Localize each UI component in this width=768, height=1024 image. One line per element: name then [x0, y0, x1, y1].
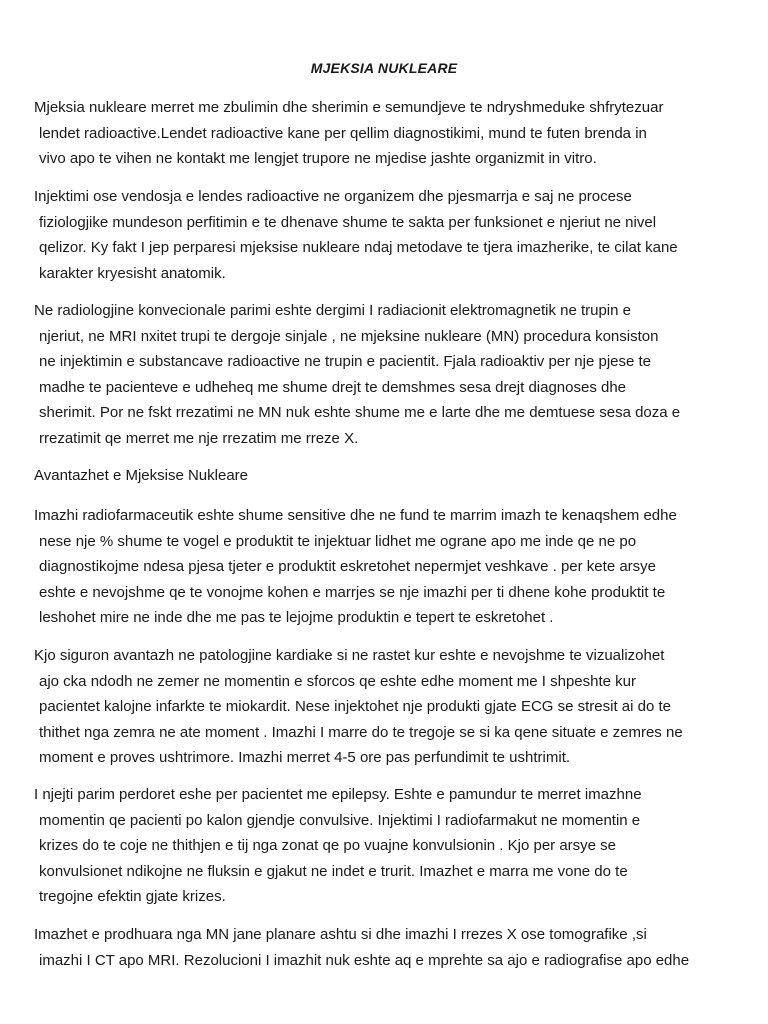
section-heading-advantages	[34, 463, 746, 489]
text-line: Kjo siguron avantazh ne patologjine kardiake si ne rastet kur eshte e nevojshme te vizualizohet	[34, 647, 665, 664]
text-line: njeriut, ne MRI nxitet trupi te dergoje sinjale , ne mjeksine nukleare (MN) procedura konsiston	[39, 327, 659, 345]
text-line: momentin qe pacienti po kalon gjendje convulsive. Injektimi I radiofarmakut ne momentin e	[39, 811, 641, 829]
text-line: rrezatimit qe merret me nje rrezatim me rreze X.	[39, 429, 359, 447]
text-line: Imazhet e prodhuara nga MN jane planare ashtu si dhe imazhi I rrezes X ose tomografike ,si	[34, 926, 647, 943]
text-line: krizes do te coje ne thithjen e tij nga zonat qe po vuajne konvulsionin . Kjo per arsye se	[39, 837, 617, 854]
text-line: Imazhi radiofarmaceutik eshte shume sensitive dhe ne fund te marrim imazh te kenaqshem edhe	[34, 507, 677, 524]
text-line: eshte e nevojshme qe te vonojme kohen e marrjes se nje imazhi per ti dhene kohe produktit te	[39, 583, 666, 601]
text-line: moment e proves ushtrimore. Imazhi merret 4-5 ore pas perfundimit te ushtrimit.	[39, 749, 571, 766]
text-line: tregojne efektin gjate krizes.	[39, 888, 226, 905]
text-line: thithet nga zemra ne ate moment . Imazhi I marre do te tregoje se si ka qene situate e zemres ne	[39, 723, 683, 741]
text-line: nese nje % shume te vogel e produktit te injektuar lidhet me ograne apo me inde qe ne po	[39, 532, 637, 550]
text-line: konvulsionet ndikojne ne fluksin e gjakut ne indet e trurit. Imazhet e marra me vone do te	[39, 862, 628, 880]
paragraph-imaging	[34, 922, 746, 973]
text-line: pacientet kalojne infarkte te miokardit. Nese injektohet nje produkti gjate ECG se stresit ai do te	[39, 698, 671, 715]
text-line: karakter kryesisht anatomik.	[39, 264, 226, 282]
paragraph-intro	[34, 95, 746, 172]
text-line: Injektimi ose vendosja e lendes radioactive ne organizem dhe pjesmarrja e saj ne procese	[34, 188, 632, 205]
text-line: Mjeksia nukleare merret me zbulimin dhe sherimin e semundjeve te ndryshmeduke shfrytezuar	[34, 99, 664, 116]
text-line: I njejti parim perdoret eshe per pacientet me epilepsy. Eshte e pamundur te merret imazhne	[34, 786, 642, 803]
text-line: diagnostikojme ndesa pjesa tjeter e produktit eskretohet nepermjet veshkave . per kete arsye	[39, 558, 657, 575]
text-line: vivo apo te vihen ne kontakt me lengjet trupore ne mjedise jashte organizmit in vitro.	[39, 150, 597, 167]
text-line: Ne radiologjine konvecionale parimi eshte dergimi I radiacionit elektromagnetik ne trupin e	[34, 302, 631, 319]
section-heading-text: Avantazhet e Mjeksise Nukleare	[34, 467, 248, 484]
paragraph-cardiac	[34, 643, 746, 771]
paragraph-injection	[34, 184, 746, 286]
paragraph-radiology	[34, 298, 746, 451]
text-line: ne injektimin e substancave radioactive ne trupin e pacientit. Fjala radioaktiv per nje pjese te	[39, 353, 652, 370]
text-line: qelizor. Ky fakt I jep perparesi mjeksise nukleare ndaj metodave te tjera imazherike, te cilat kane	[39, 239, 678, 256]
text-line: leshohet mire ne inde dhe me pas te lejojme produktin e tepert te eskretohet .	[39, 609, 554, 626]
document-title: MJEKSIA NUKLEARE	[310, 60, 458, 76]
paragraph-radiopharmaceutical	[34, 503, 746, 631]
text-line: madhe te pacienteve e udheheq me shume drejt te demshmes sesa drejt diagnoses dhe	[39, 378, 627, 396]
text-line: ajo cka ndodh ne zemer ne momentin e sforcos qe eshte edhe moment me I shpeshte kur	[39, 672, 636, 690]
text-line: fiziologjike mundeson perfitimin e te dhenave shume te sakta per funksionet e njeriut ne nivel	[39, 213, 657, 231]
text-line: sherimit. Por ne fskt rrezatimi ne MN nuk eshte shume me e larte dhe me demtuese sesa doza e	[39, 404, 681, 421]
paragraph-epilepsy	[34, 782, 746, 910]
text-line: imazhi I CT apo MRI. Rezolucioni I imazhit nuk eshte aq e mprehte sa ajo e radiografise apo edhe	[39, 951, 690, 969]
text-line: lendet radioactive.Lendet radioactive kane per qellim diagnostikimi, mund te futen brenda in	[39, 124, 647, 142]
